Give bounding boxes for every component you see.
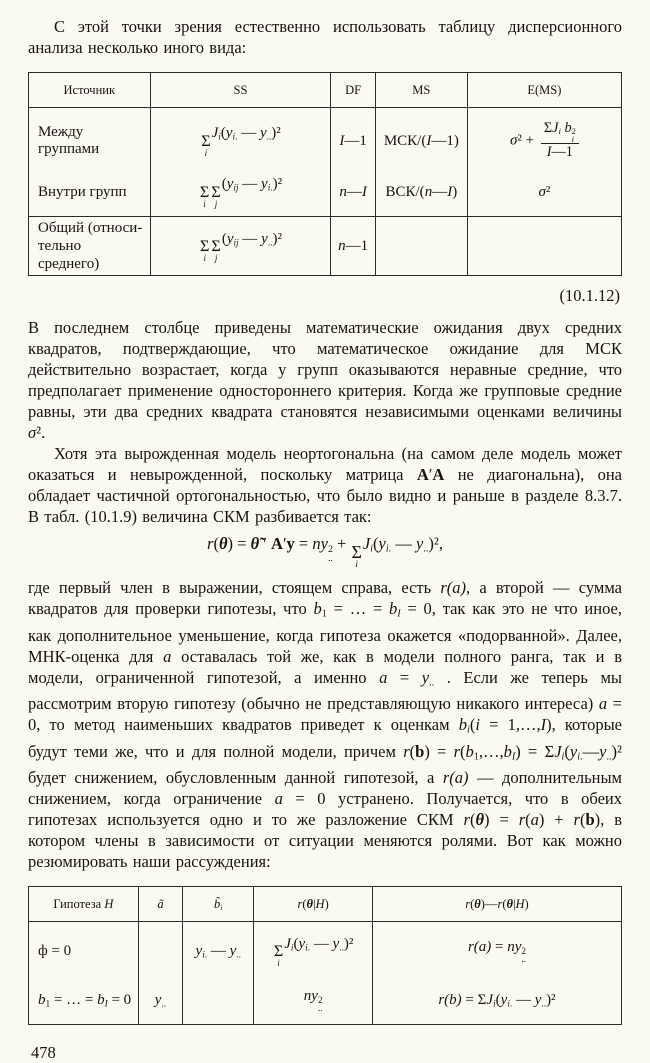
table-row-hypothesis-b bbox=[29, 976, 622, 1025]
anova-table-header-row bbox=[29, 73, 622, 108]
discussion-paragraph: где первый член в выражении, стоящем справа, есть r(a), а второй — сумма квадратов для проверки гипотезы, что $b_1$ = … = $b_I = 0$, так как это не что иное, как дополнительное уменьшение, когда гипотеза окажется «подорванной». Далее, МНК-оценка для a оставалась той же, как в модели полного ранга, так и в модели, ограниченной гипотезой, а именно $a = y_{..}$ . Если же теперь мы рассмотрим вторую гипотезу (обычно не представляющую никакого интереса) a = 0, то метод наименьших квадратов приведет к оценкам $b_i(i$ = 1,…,I), которые будут теми же, что и для полной модели, причем $r(b) = r(b_1,\dots,b_I)$ = $\Sigma J_i(y_{i.}—y_{..})^2$ будет снижением, обусловленным данной гипотезой, а r(a) — дополнительным снижением, когда ограничение a = 0 устранено. Получается, что в обеих гипотезах используется одно и то же разложение СКМ r(θ) = r(a) + r(b), в котором члены в зависимости от ситуации меняются ролями. Вот как можно резюмировать наши рассуждения: bbox=[28, 578, 623, 872]
column-header-a-tilde: ã bbox=[138, 887, 182, 922]
column-header-ems: E(MS) bbox=[467, 73, 621, 108]
ss-formula: Σ i Σ j ($y_{ij}$ — $y_{i.})^2$ bbox=[150, 168, 331, 217]
skm-decomposition-equation: r(θ) = θ̃ ′ A′y = ny 2 .. + Σ i $J_i(y_{i.}$ — $y_{..})^2$, bbox=[207, 534, 443, 571]
r-theta-h-value: ny 2 .. bbox=[254, 976, 373, 1025]
equation-number: (10.1.12) bbox=[559, 286, 620, 305]
row-label: Внутри групп bbox=[38, 183, 127, 200]
anova-table bbox=[28, 72, 622, 276]
r-theta-diff-value: $r(b) = \Sigma J_i(y_{i.}$ — $y_{..})^2$ bbox=[372, 976, 621, 1025]
table-row-total bbox=[29, 217, 622, 276]
ms-value bbox=[375, 217, 467, 276]
df-value: n—1 bbox=[331, 217, 375, 276]
column-header-df: DF bbox=[331, 73, 375, 108]
summary-table-header-row bbox=[29, 887, 622, 922]
column-header-r-theta-diff: r(θ)—r(θ|H) bbox=[372, 887, 621, 922]
table-row-hypothesis-phi bbox=[29, 922, 622, 977]
column-header-source: Источник bbox=[29, 73, 151, 108]
page-number: 478 bbox=[31, 1043, 56, 1063]
orthogonality-paragraph: Хотя эта вырожденная модель неортогональна (на самом деле модель может оказаться и невырожденной, поскольку матрица A′A не диагональна), она обладает частичной ортогональностью, что было видно и раньше в разделе 8.3.7. В табл. (10.1.9) величина СКМ разбивается так: bbox=[28, 444, 622, 526]
column-header-ss: SS bbox=[150, 73, 331, 108]
expectation-paragraph: В последнем столбце приведены математические ожидания двух средних квадратов, подтверждающие, что математическое ожидание для МСК действительно возрастает, когда у групп оказываются неравные средние, что предполагает применение одностороннего критерия. Когда же групповые средние равны, эти два средних квадрата становятся независимыми оценками величины σ². bbox=[28, 318, 622, 442]
intro-paragraph: С этой точки зрения естественно использовать таблицу дисперсионного анализа несколько иного вида: bbox=[28, 17, 622, 57]
column-header-ms: MS bbox=[375, 73, 467, 108]
column-header-hypothesis: Гипотеза H bbox=[29, 887, 139, 922]
ms-value: ВСК/(n—I) bbox=[375, 168, 467, 217]
df-value: n—I bbox=[331, 168, 375, 217]
ems-formula: σ² + $\Sigma J_i$ b 2 i I—1 bbox=[467, 108, 621, 169]
b-tilde-value: $y_{i.}$ — $y_{..}$ bbox=[183, 922, 254, 977]
row-label: Общий (относи- тельно среднего) bbox=[29, 217, 151, 276]
hypothesis-label: ф = 0 bbox=[38, 942, 72, 959]
row-label: Между группами bbox=[38, 124, 100, 157]
ms-value: МСК/(I—1) bbox=[375, 108, 467, 169]
hypothesis-summary-table bbox=[28, 886, 622, 1025]
table-row-between-groups bbox=[29, 108, 622, 169]
ems-formula bbox=[467, 217, 621, 276]
table-row-within-groups bbox=[29, 168, 622, 217]
ss-formula: Σ i $J_i(y_{i.}$ — $y_{..})^2$ bbox=[150, 108, 331, 169]
ems-formula: σ² bbox=[467, 168, 621, 217]
df-value: I—1 bbox=[331, 108, 375, 169]
b-tilde-value bbox=[183, 976, 254, 1025]
column-header-r-theta-h: r(θ|H) bbox=[254, 887, 373, 922]
hypothesis-label: $b_1$ = … = $b_I = 0$ bbox=[38, 991, 132, 1010]
r-theta-h-value: Σ i $J_i(y_{i.}$ — $y_{..})^2$ bbox=[254, 922, 373, 977]
a-tilde-value: $y_{..}$ bbox=[138, 976, 182, 1025]
a-tilde-value bbox=[138, 922, 182, 977]
column-header-b-tilde: $b̃_i$ bbox=[183, 887, 254, 922]
r-theta-diff-value: r(a) = ny 2 .. bbox=[372, 922, 621, 977]
ss-formula: Σ i Σ j ($y_{ij}$ — $y_{..})^2$ bbox=[150, 217, 331, 276]
